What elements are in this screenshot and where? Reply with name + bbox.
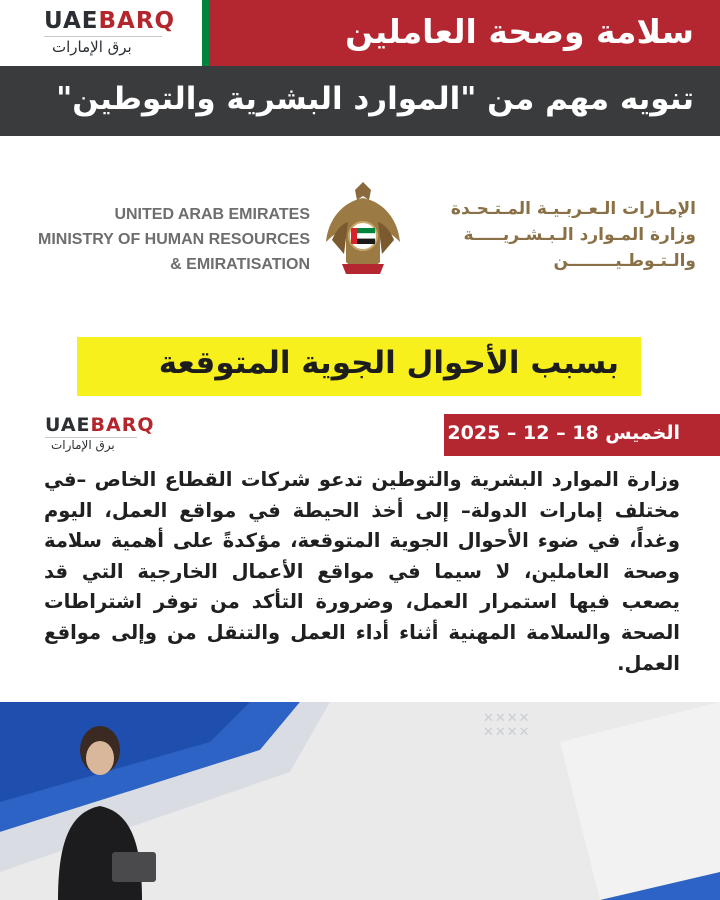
decorative-footer	[0, 702, 720, 900]
date-banner	[444, 414, 720, 456]
ministry-arabic-name: الإمـارات الـعـربـيـة المـتـحـدة وزارة المـوارد الـبـشـريـــــة والـتـوطـيــــــــن	[450, 199, 696, 271]
subtitle-banner	[0, 66, 720, 136]
logo-divider	[44, 36, 162, 37]
headline: بسبب الأحوال الجوية المتوقعة	[158, 345, 619, 381]
headline-highlight	[77, 337, 641, 396]
uaebarq-logo[interactable]	[44, 8, 194, 60]
uaebarq-logo-small[interactable]	[45, 414, 155, 458]
ministry-english-name: UNITED ARAB EMIRATES MINISTRY OF HUMAN RESOURCES & EMIRATISATION	[38, 206, 311, 273]
footer-shapes-graphic	[0, 702, 720, 900]
logo-arabic-name-small: برق الإمارات	[51, 438, 115, 452]
ministry-logo-block	[0, 136, 720, 316]
green-accent-strip	[202, 0, 209, 66]
page-title: سلامة وصحة العاملين	[345, 12, 694, 51]
publish-date: الخميس 18 – 12 – 2025	[447, 422, 680, 444]
dot-pattern: ✕✕✕✕ ✕✕✕✕	[483, 711, 531, 740]
top-bar	[0, 0, 720, 66]
title-banner	[209, 0, 720, 66]
logo-arabic-name: برق الإمارات	[52, 38, 132, 56]
uae-emblem-eagle-icon	[322, 180, 404, 280]
page-subtitle: تنويه مهم من "الموارد البشرية والتوطين"	[56, 81, 694, 117]
logo-wordmark-small: UAEBARQ	[45, 414, 155, 436]
article-body: وزارة الموارد البشرية والتوطين تدعو شركات القطاع الخاص –في مختلف إمارات الدولة– إلى أخذ الحيطة في مواقع العمل، اليوم وغداً، في ضوء الأحوال الجوية المتوقعة، مؤكدةً على أهمية سلامة وصحة العاملين، لا سيما في مواقع الأعمال الخارجية التي قد يصعب فيها استمرار العمل، وضرورة التأكد من توفر اشتراطات الصحة والسلامة المهنية أثناء أداء العمل والتنقل من وإلى مواقع العمل.	[44, 468, 680, 675]
logo-wordmark: UAEBARQ	[44, 8, 176, 34]
